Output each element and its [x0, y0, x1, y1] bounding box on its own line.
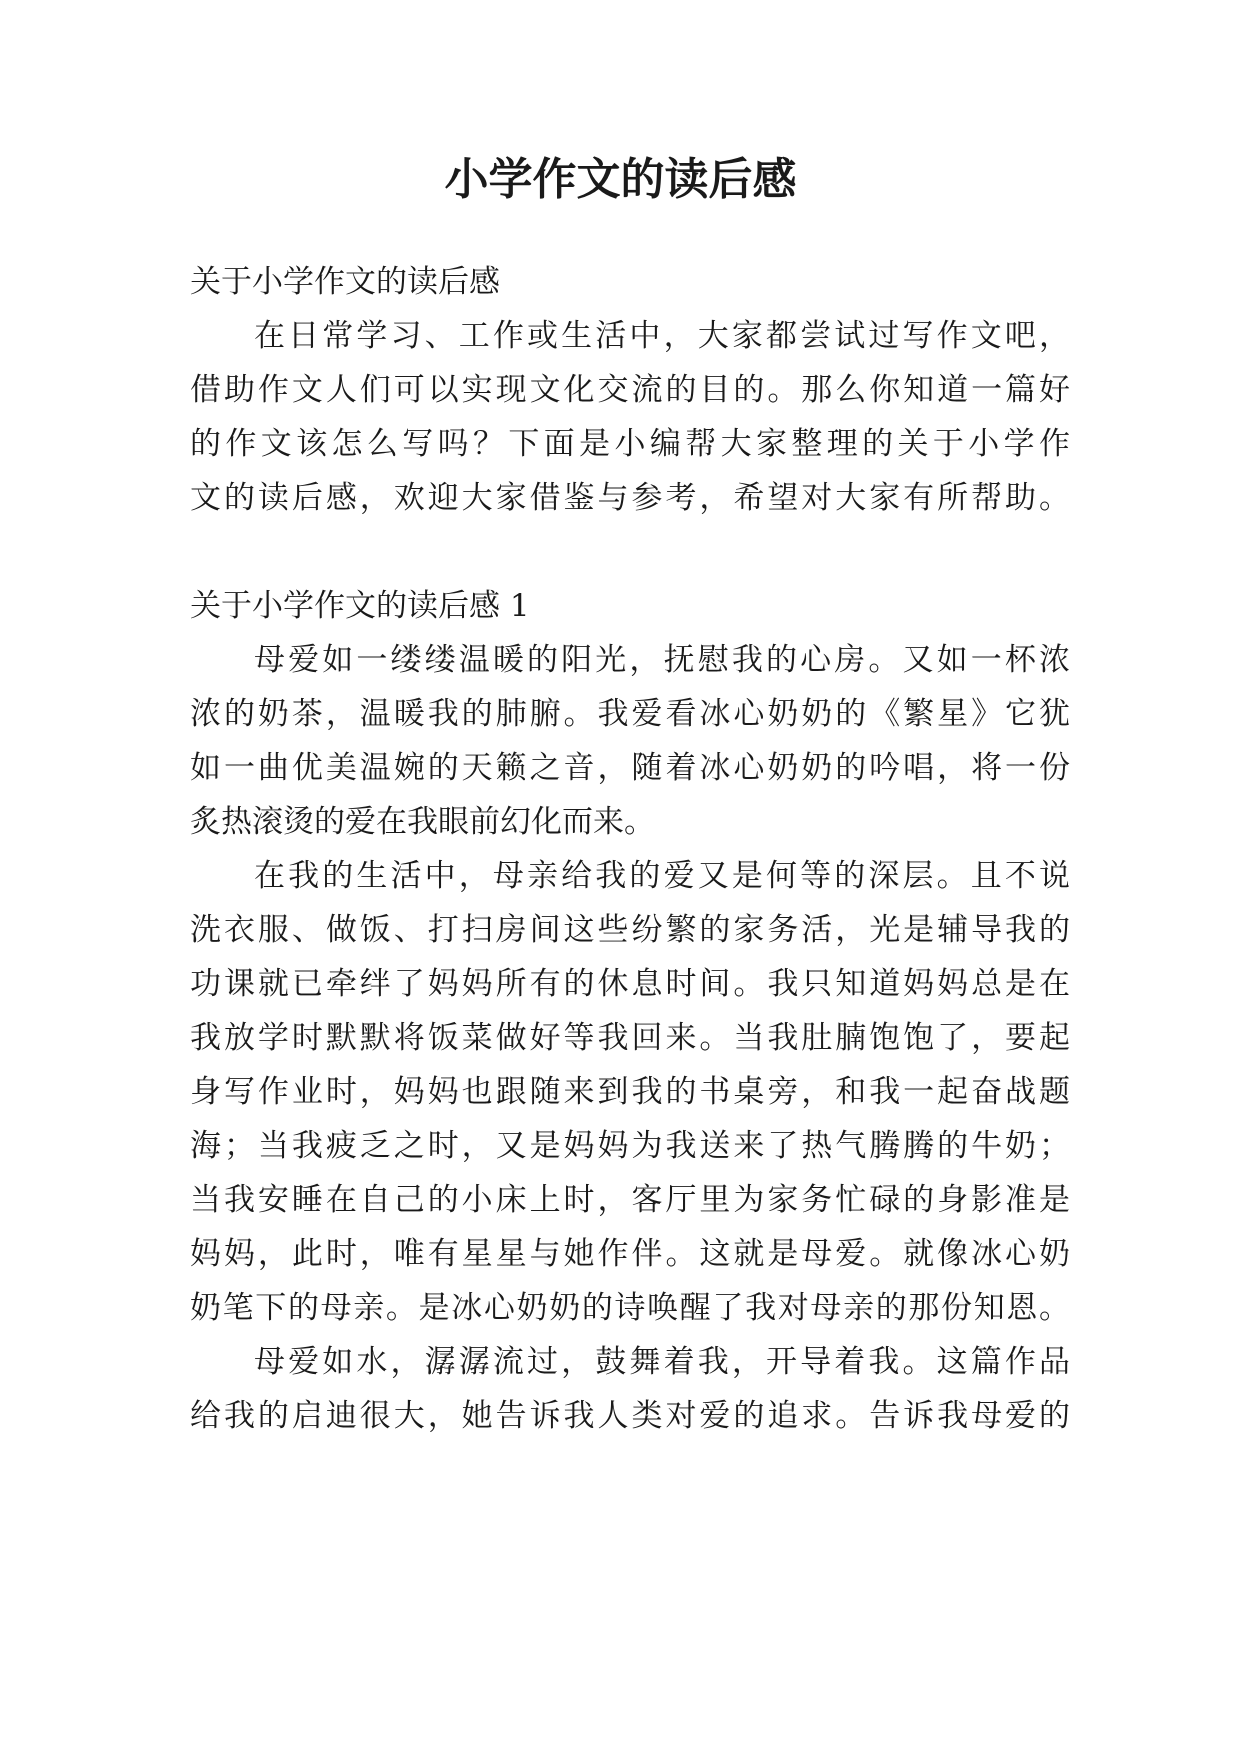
paragraph-line: 我放学时默默将饭菜做好等我回来。当我肚腩饱饱了，要起 — [190, 1020, 1070, 1056]
paragraph-line: 母爱如一缕缕温暖的阳光，抚慰我的心房。又如一杯浓 — [254, 642, 1070, 678]
paragraph-line: 身写作业时，妈妈也跟随来到我的书桌旁，和我一起奋战题 — [190, 1074, 1070, 1110]
intro-line: 在日常学习、工作或生活中，大家都尝试过写作文吧， — [254, 318, 1070, 354]
document-title: 小学作文的读后感 — [444, 154, 797, 205]
intro-line: 文的读后感，欢迎大家借鉴与参考，希望对大家有所帮助。 — [190, 480, 1070, 516]
paragraph-line: 母爱如水，潺潺流过，鼓舞着我，开导着我。这篇作品 — [254, 1344, 1070, 1380]
intro-line: 的作文该怎么写吗？下面是小编帮大家整理的关于小学作 — [190, 426, 1070, 462]
paragraph-line: 给我的启迪很大，她告诉我人类对爱的追求。告诉我母爱的 — [190, 1398, 1070, 1434]
paragraph-line: 如一曲优美温婉的天籁之音，随着冰心奶奶的吟唱，将一份 — [190, 750, 1070, 786]
paragraph-line: 海；当我疲乏之时，又是妈妈为我送来了热气腾腾的牛奶； — [190, 1128, 1070, 1164]
section-heading: 关于小学作文的读后感 1 — [190, 588, 530, 624]
paragraph-line: 炙热滚烫的爱在我眼前幻化而来。 — [190, 804, 655, 840]
paragraph-line: 浓的奶茶，温暖我的肺腑。我爱看冰心奶奶的《繁星》它犹 — [190, 696, 1070, 732]
paragraph-line: 在我的生活中，母亲给我的爱又是何等的深层。且不说 — [254, 858, 1070, 894]
paragraph-line: 洗衣服、做饭、打扫房间这些纷繁的家务活，光是辅导我的 — [190, 912, 1070, 948]
intro-line: 借助作文人们可以实现文化交流的目的。那么你知道一篇好 — [190, 372, 1070, 408]
intro-heading: 关于小学作文的读后感 — [190, 264, 500, 300]
paragraph-line: 奶笔下的母亲。是冰心奶奶的诗唤醒了我对母亲的那份知恩。 — [190, 1290, 1070, 1326]
paragraph-line: 功课就已牵绊了妈妈所有的休息时间。我只知道妈妈总是在 — [190, 966, 1070, 1002]
paragraph-line: 妈妈，此时，唯有星星与她作伴。这就是母爱。就像冰心奶 — [190, 1236, 1070, 1272]
paragraph-line: 当我安睡在自己的小床上时，客厅里为家务忙碌的身影准是 — [190, 1182, 1070, 1218]
